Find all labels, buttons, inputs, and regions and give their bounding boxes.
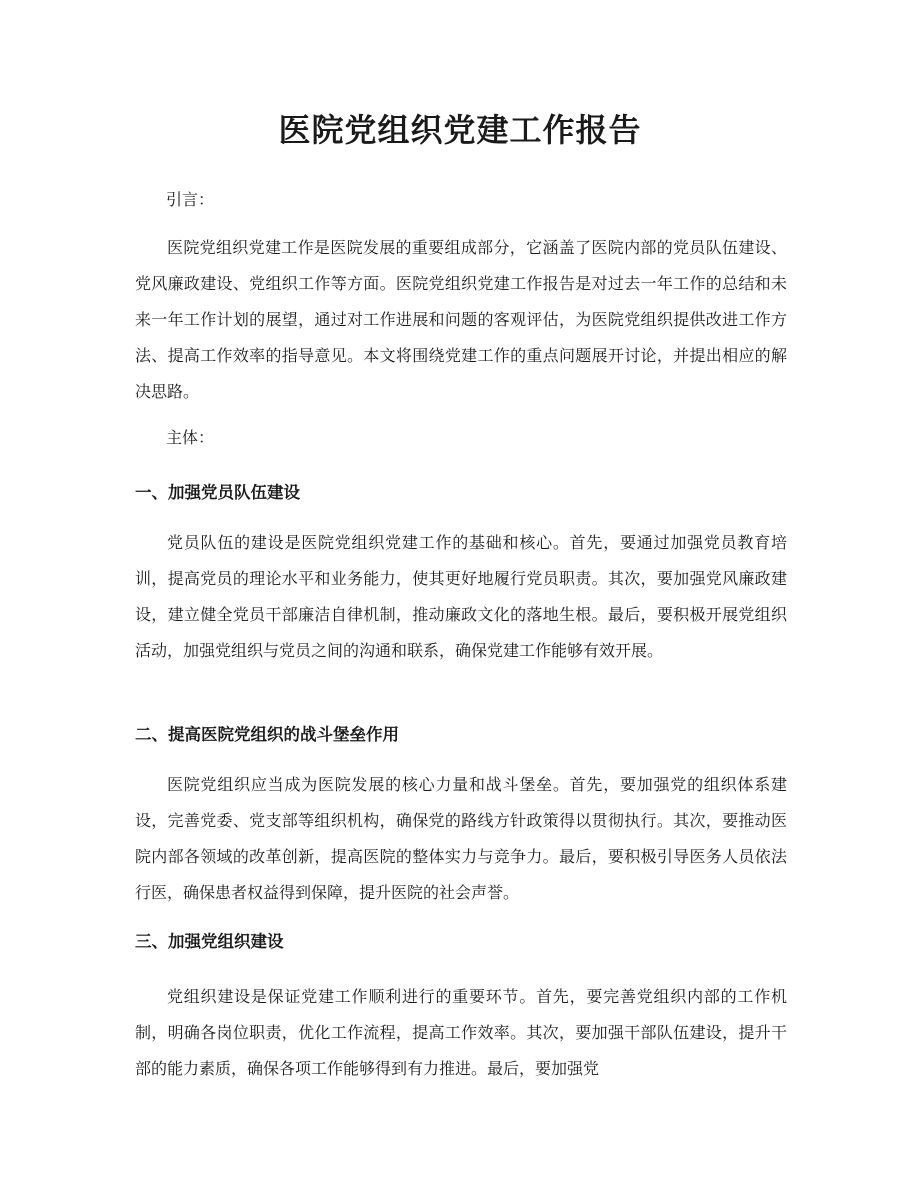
section-paragraph: 党员队伍的建设是医院党组织党建工作的基础和核心。首先，要通过加强党员教育培训，提高党员的理论水平和业务能力，使其更好地履行党员职责。其次，要加强党风廉政建设，建立健全党员干部廉洁自律机制，推动廉政文化的落地生根。最后，要积极开展党组织活动，加强党组织与党员之间的沟通和联系，确保党建工作能够有效开展。: [135, 533, 787, 660]
intro-paragraph: 医院党组织党建工作是医院发展的重要组成部分，它涵盖了医院内部的党员队伍建设、党风廉政建设、党组织工作等方面。医院党组织党建工作报告是对过去一年工作的总结和未来一年工作计划的展望，通过对工作进展和问题的客观评估，为医院党组织提供改进工作方法、提高工作效率的指导意见。本文将围绕党建工作的重点问题展开讨论，并提出相应的解决思路。: [135, 238, 787, 401]
body-label: 主体：: [166, 428, 215, 447]
intro-label: 引言：: [166, 190, 215, 209]
section-paragraph: 医院党组织应当成为医院发展的核心力量和战斗堡垒。首先，要加强党的组织体系建设，完善党委、党支部等组织机构，确保党的路线方针政策得以贯彻执行。其次，要推动医院内部各领域的改革创新，提高医院的整体实力与竞争力。最后，要积极引导医务人员依法行医，确保患者权益得到保障，提升医院的社会声誉。: [135, 775, 787, 902]
section-heading: 一、加强党员队伍建设: [135, 483, 300, 502]
document-title: 医院党组织党建工作报告: [278, 111, 642, 149]
section-paragraph: 党组织建设是保证党建工作顺利进行的重要环节。首先，要完善党组织内部的工作机制，明确各岗位职责，优化工作流程，提高工作效率。其次，要加强干部队伍建设，提升干部的能力素质，确保各项工作能够得到有力推进。最后，要加强党: [135, 987, 787, 1078]
section-heading: 二、提高医院党组织的战斗堡垒作用: [135, 725, 399, 744]
section-heading: 三、加强党组织建设: [135, 932, 284, 951]
